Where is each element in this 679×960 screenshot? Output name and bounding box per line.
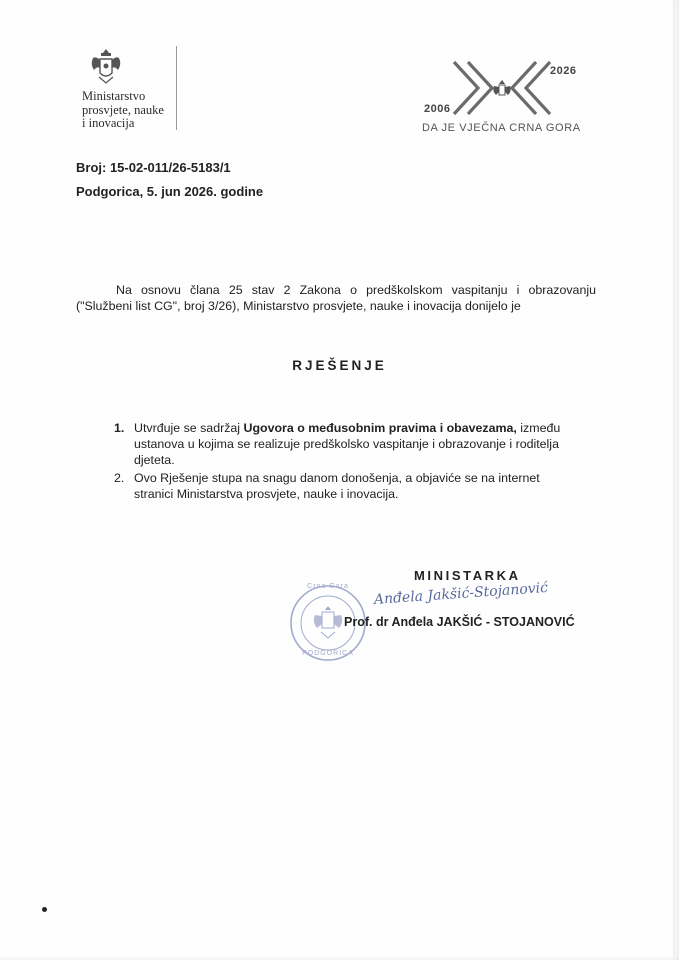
signature-scribble: Anđela Jakšić-Stojanović [373, 579, 549, 608]
page-speck [42, 907, 47, 912]
ministry-name-line: Ministarstvo [82, 89, 146, 103]
decision-item [114, 420, 604, 468]
signatory-title: MINISTARKA [414, 568, 521, 583]
intro-line: Na osnovu člana 25 stav 2 Zakona o predškolskom vaspitanju i obrazovanju [116, 283, 596, 297]
stamp-text-bottom: PODGORICA [302, 650, 354, 657]
item-number: 2. [114, 471, 125, 485]
item-line: djeteta. [134, 453, 175, 467]
intro-paragraph [76, 282, 596, 314]
item-line: Ovo Rješenje stupa na snagu danom donošenja, a objaviće se na internet [134, 471, 540, 485]
ministry-name [82, 90, 212, 131]
anniversary-logo [418, 58, 588, 140]
item-number: 1. [114, 421, 125, 435]
anniversary-motto: DA JE VJEČNA CRNA GORA [422, 122, 581, 134]
coat-of-arms-icon [87, 46, 125, 86]
ministry-name-line: prosvjete, nauke [82, 102, 164, 117]
document-place-date: Podgorica, 5. jun 2026. godine [76, 184, 264, 199]
decision-items [114, 420, 604, 504]
item-text: između [516, 421, 561, 435]
page-edge-shadow [673, 0, 675, 960]
document-number: Broj: 15-02-011/26-5183/1 [76, 160, 231, 175]
decision-item [114, 470, 604, 502]
anniversary-year-start: 2006 [424, 103, 451, 115]
stamp-text-top: Crna Gora [307, 583, 349, 590]
document-title: RJEŠENJE [292, 358, 387, 373]
signatory-name: Prof. dr Anđela JAKŠIĆ - STOJANOVIĆ [344, 615, 575, 629]
intro-line: ("Službeni list CG", broj 3/26), Ministarstvo prosvjete, nauke i inovacija donijelo je [76, 299, 521, 313]
item-line: stranici Ministarstva prosvjete, nauke i inovacija. [134, 487, 399, 501]
item-text: Utvrđuje se sadržaj [134, 421, 244, 435]
ministry-name-line: i inovacija [82, 116, 135, 130]
item-line [134, 420, 604, 436]
item-bold-text: Ugovora o međusobnim pravima i obavezama, [243, 421, 517, 435]
anniversary-year-end: 2026 [550, 65, 577, 77]
item-line: ustanova u kojima se realizuje predškolsko vaspitanje i obrazovanje i roditelja [134, 437, 559, 451]
